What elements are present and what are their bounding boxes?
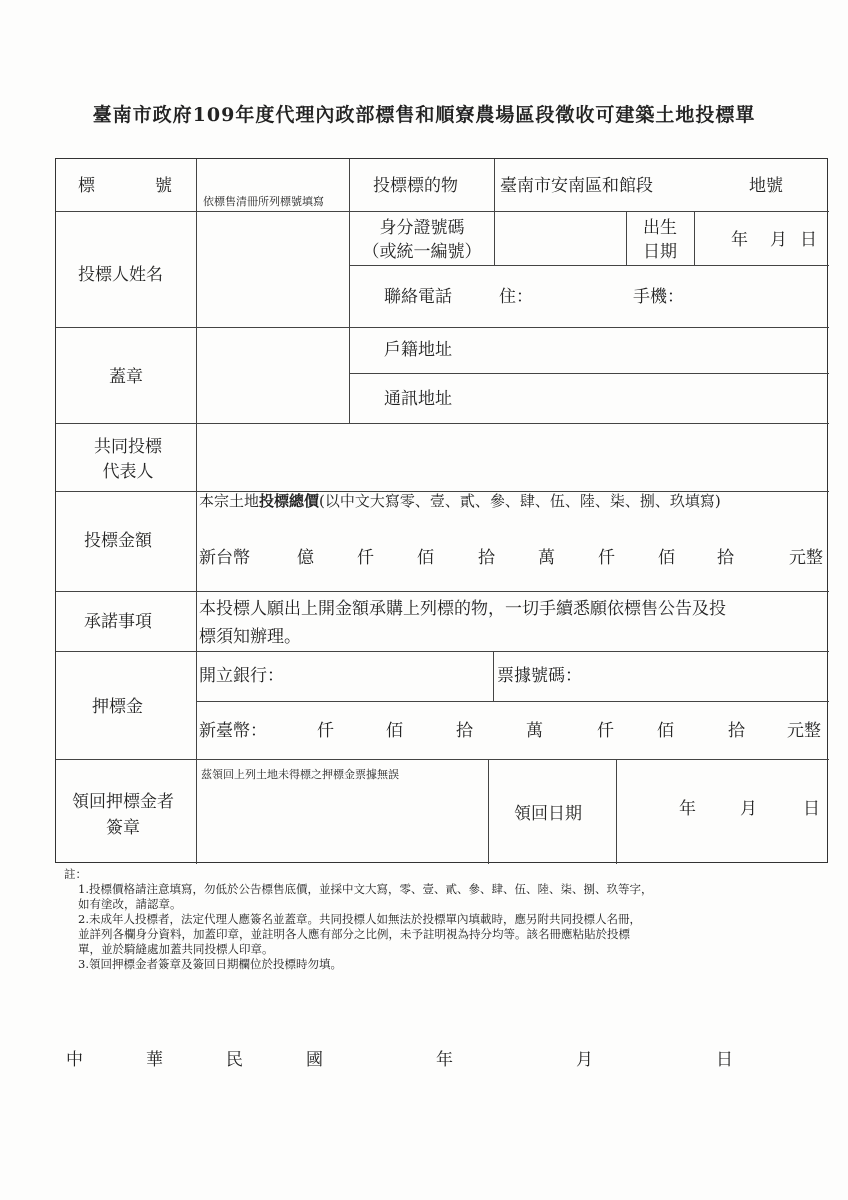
row-divider: [56, 759, 829, 760]
amount-unit: 萬: [538, 548, 555, 568]
date-month: 月: [576, 1050, 593, 1070]
promise-text-line2: 標須知辦理。: [199, 627, 301, 647]
refund-year: 年: [679, 799, 696, 819]
refund-day: 日: [803, 799, 820, 819]
row-divider: [349, 265, 829, 266]
birth-day: 日: [800, 230, 817, 250]
deposit-unit: 佰: [386, 721, 403, 741]
refund-statement: 茲領回上列土地未得標之押標金票據無誤: [201, 768, 399, 781]
lot-number-label-1: 標: [78, 176, 95, 196]
notes-section: [64, 867, 804, 972]
deposit-unit: 佰: [657, 721, 674, 741]
amount-unit: 元整: [789, 548, 823, 568]
deposit-currency: 新臺幣：: [199, 721, 267, 741]
mobile-phone-label: 手機：: [633, 287, 684, 307]
bid-amount-label: 投標金額: [84, 531, 152, 551]
birth-label-line2: 日期: [643, 242, 677, 262]
row-divider: [196, 701, 829, 702]
home-phone-label: 住：: [499, 287, 533, 307]
amount-unit: 佰: [417, 548, 434, 568]
birth-month: 月: [770, 230, 787, 250]
amount-unit: 佰: [658, 548, 675, 568]
amount-unit: 拾: [478, 548, 495, 568]
mailing-address-label: 通訊地址: [384, 389, 452, 409]
id-label-line2: （或統一編號）: [362, 242, 482, 262]
birth-label-line1: 出生: [643, 218, 677, 238]
col-divider: [694, 211, 695, 265]
amount-unit: 仟: [357, 548, 374, 568]
refund-month: 月: [740, 799, 757, 819]
bank-label: 開立銀行：: [199, 666, 284, 686]
phone-label: 聯絡電話: [384, 287, 452, 307]
deposit-label: 押標金: [92, 697, 143, 717]
lot-label: 地號: [749, 176, 783, 196]
note-line: 單，並於騎縫處加蓋共同投標人印章。: [78, 942, 274, 956]
lot-number-hint: 依標售清冊所列標號填寫: [203, 195, 324, 208]
promise-text-line1: 本投標人願出上開金額承購上列標的物，一切手續悉願依標售公告及投: [199, 599, 726, 619]
deposit-unit: 仟: [597, 721, 614, 741]
col-divider: [349, 159, 350, 423]
id-label-line1: 身分證號碼: [379, 218, 465, 238]
note-line: 如有塗改，請認章。: [78, 897, 182, 911]
row-divider: [349, 373, 829, 374]
note-line: 2.未成年人投標者，法定代理人應簽名並蓋章。共同投標人如無法於投標單內填載時，應另附共同投標人名冊，: [78, 912, 641, 926]
amount-unit: 仟: [598, 548, 615, 568]
joint-rep-label-line1: 共同投標: [94, 437, 162, 457]
date-day: 日: [716, 1050, 733, 1070]
refund-date-label: 領回日期: [514, 804, 582, 824]
household-address-label: 戶籍地址: [384, 340, 452, 360]
amount-unit: 億: [297, 548, 314, 568]
amount-currency: 新台幣: [199, 548, 250, 568]
notes-heading: 註：: [64, 867, 87, 881]
col-divider: [494, 159, 495, 265]
amount-unit: 拾: [717, 548, 734, 568]
date-char: 華: [146, 1050, 163, 1070]
target-location: 臺南市安南區和館段: [500, 176, 653, 196]
note-line: 1.投標價格請注意填寫，勿低於公告標售底價，並採中文大寫，零、壹、貳、參、肆、伍、陸、柒、捌、玖等字，: [78, 882, 653, 896]
col-divider: [493, 651, 494, 701]
deposit-unit: 萬: [526, 721, 543, 741]
form-title: 臺南市政府109年度代理內政部標售和順寮農場區段徵收可建築土地投標單: [92, 104, 756, 126]
col-divider: [488, 759, 489, 864]
note-line: 並詳列各欄身分資料，加蓋印章，並註明各人應有部分之比例，未予註明視為持分均等。該名冊應粘貼於投標: [78, 927, 630, 941]
date-year: 年: [436, 1050, 453, 1070]
bid-form-table: [55, 158, 828, 863]
col-divider: [626, 211, 627, 265]
row-divider: [56, 591, 829, 592]
refund-signature-label-line1: 領回押標金者: [72, 792, 174, 812]
check-number-label: 票據號碼：: [497, 666, 582, 686]
lot-number-label-2: 號: [155, 176, 172, 196]
note-line: 3.領回押標金者簽章及簽回日期欄位於投標時勿填。: [78, 957, 342, 971]
deposit-unit: 拾: [456, 721, 473, 741]
date-char: 民: [226, 1050, 243, 1070]
joint-rep-label-line2: 代表人: [102, 462, 154, 482]
seal-label: 蓋章: [109, 367, 143, 387]
col-divider: [616, 759, 617, 864]
promise-label: 承諾事項: [84, 612, 152, 632]
date-char: 國: [306, 1050, 323, 1070]
row-divider: [56, 423, 829, 424]
bidder-name-label: 投標人姓名: [78, 265, 163, 285]
row-divider: [56, 327, 829, 328]
bid-amount-instructions: 本宗土地投標總價(以中文大寫零、壹、貳、參、肆、伍、陸、柒、捌、玖填寫): [199, 492, 721, 510]
refund-signature-label-line2: 簽章: [106, 818, 140, 838]
col-divider: [196, 159, 197, 864]
row-divider: [56, 211, 829, 212]
birth-year: 年: [731, 230, 748, 250]
deposit-unit: 拾: [728, 721, 745, 741]
target-label: 投標標的物: [373, 176, 458, 196]
date-char: 中: [66, 1050, 83, 1070]
deposit-unit: 元整: [787, 721, 821, 741]
deposit-unit: 仟: [317, 721, 334, 741]
row-divider: [56, 651, 829, 652]
